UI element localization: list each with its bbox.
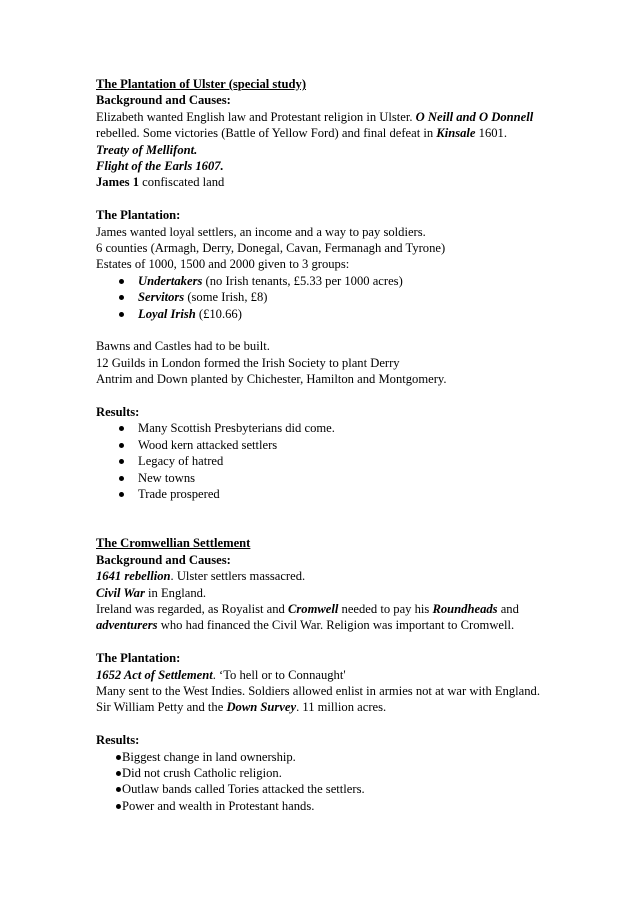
result-text: Wood kern attacked settlers bbox=[138, 437, 278, 452]
document-body bbox=[96, 76, 616, 814]
bullet-icon bbox=[119, 426, 124, 431]
ulster-title: The Plantation of Ulster (special study) bbox=[96, 77, 307, 91]
emph-civil-war: Civil War bbox=[96, 585, 145, 600]
group-name: Loyal Irish bbox=[138, 306, 196, 321]
group-detail: (some Irish, £8) bbox=[184, 290, 268, 305]
cromwell-results-heading: Results: bbox=[96, 733, 140, 748]
guilds-line: 12 Guilds in London formed the Irish Society to plant Derry bbox=[96, 355, 400, 370]
emph-down-survey: Down Survey bbox=[226, 700, 297, 715]
list-item bbox=[96, 306, 616, 322]
bullet-icon bbox=[119, 443, 124, 448]
flight-line: Flight of the Earls 1607. bbox=[96, 159, 224, 174]
list-item bbox=[96, 781, 616, 797]
rebellion-line bbox=[96, 568, 616, 584]
emph-cromwell: Cromwell bbox=[288, 601, 339, 616]
james-line bbox=[96, 174, 616, 190]
list-item bbox=[96, 453, 616, 469]
text-span: . 11 million acres. bbox=[296, 700, 387, 715]
cromwell-background-heading: Background and Causes: bbox=[96, 552, 231, 567]
west-indies-line: Many sent to the West Indies. Soldiers allowed enlist in armies not at war with England. bbox=[96, 683, 541, 698]
list-item bbox=[96, 470, 616, 486]
ulster-background-heading: Background and Causes: bbox=[96, 93, 231, 108]
ulster-plantation-line-3: Estates of 1000, 1500 and 2000 given to 3 groups: bbox=[96, 257, 350, 272]
list-item bbox=[96, 437, 616, 453]
list-item bbox=[96, 749, 616, 765]
result-text: Many Scottish Presbyterians did come. bbox=[138, 421, 335, 436]
text-span: and bbox=[497, 601, 519, 616]
group-name: Servitors bbox=[138, 290, 185, 305]
group-name: Undertakers bbox=[138, 273, 203, 288]
text-span: who had financed the Civil War. Religion was important to Cromwell. bbox=[157, 618, 515, 633]
bullet-icon bbox=[119, 312, 124, 317]
ulster-plantation-heading: The Plantation: bbox=[96, 208, 181, 223]
ireland-line bbox=[96, 601, 616, 617]
text-span: . Ulster settlers massacred. bbox=[170, 569, 306, 584]
ulster-background-line-1 bbox=[96, 109, 616, 125]
ulster-plantation-line-1: James wanted loyal settlers, an income and a way to pay soldiers. bbox=[96, 224, 426, 239]
emph-oneill-odonnell: O Neill and O Donnell bbox=[415, 109, 534, 124]
act-line bbox=[96, 667, 616, 683]
cromwell-plantation-heading: The Plantation: bbox=[96, 651, 181, 666]
list-item bbox=[96, 486, 616, 502]
ulster-results-list bbox=[96, 420, 616, 502]
result-text: Did not crush Catholic religion. bbox=[122, 765, 282, 780]
text-span: Ireland was regarded, as Royalist and bbox=[96, 601, 288, 616]
bullet-icon bbox=[119, 279, 124, 284]
emph-rebellion: 1641 rebellion bbox=[96, 569, 171, 584]
text-span: . ‘To hell or to Connaught' bbox=[212, 667, 346, 682]
list-item bbox=[96, 798, 616, 814]
ulster-plantation-line-2: 6 counties (Armagh, Derry, Donegal, Cavan, Fermanagh and Tyrone) bbox=[96, 241, 446, 256]
adventurers-line bbox=[96, 617, 616, 633]
result-text: New towns bbox=[138, 470, 196, 485]
emph-roundheads: Roundheads bbox=[432, 601, 498, 616]
cromwell-title: The Cromwellian Settlement bbox=[96, 536, 251, 551]
emph-james: James 1 bbox=[96, 175, 140, 190]
list-item bbox=[96, 420, 616, 436]
emph-act-of-settlement: 1652 Act of Settlement bbox=[96, 667, 213, 682]
bullet-icon bbox=[119, 492, 124, 497]
ulster-background-line-2 bbox=[96, 125, 616, 141]
text-span: confiscated land bbox=[139, 175, 225, 190]
bullet-icon bbox=[116, 787, 121, 792]
bullet-icon bbox=[116, 804, 121, 809]
result-text: Legacy of hatred bbox=[138, 454, 224, 469]
text-span: needed to pay his bbox=[338, 601, 433, 616]
list-item bbox=[96, 273, 616, 289]
treaty-line: Treaty of Mellifont. bbox=[96, 142, 198, 157]
result-text: Biggest change in land ownership. bbox=[122, 749, 296, 764]
text-span: in England. bbox=[144, 585, 207, 600]
group-detail: (£10.66) bbox=[195, 306, 242, 321]
bullet-icon bbox=[116, 771, 121, 776]
bawns-line: Bawns and Castles had to be built. bbox=[96, 339, 270, 354]
emph-kinsale: Kinsale bbox=[436, 126, 476, 141]
bullet-icon bbox=[119, 476, 124, 481]
group-detail: (no Irish tenants, £5.33 per 1000 acres) bbox=[202, 273, 403, 288]
list-item bbox=[96, 765, 616, 781]
bullet-icon bbox=[119, 459, 124, 464]
result-text: Power and wealth in Protestant hands. bbox=[122, 798, 315, 813]
antrim-line: Antrim and Down planted by Chichester, Hamilton and Montgomery. bbox=[96, 372, 447, 387]
emph-adventurers: adventurers bbox=[96, 618, 158, 633]
text-span: Elizabeth wanted English law and Protestant religion in Ulster. bbox=[96, 109, 416, 124]
list-item bbox=[96, 289, 616, 305]
ulster-results-heading: Results: bbox=[96, 405, 140, 420]
text-span: Sir William Petty and the bbox=[96, 700, 227, 715]
text-span: rebelled. Some victories (Battle of Yellow Ford) and final defeat in bbox=[96, 126, 437, 141]
text-span: 1601. bbox=[475, 126, 507, 141]
civil-war-line bbox=[96, 585, 616, 601]
groups-list bbox=[96, 273, 616, 322]
result-text: Outlaw bands called Tories attacked the settlers. bbox=[122, 782, 365, 797]
result-text: Trade prospered bbox=[138, 487, 220, 502]
cromwell-results-list bbox=[96, 749, 616, 815]
bullet-icon bbox=[119, 295, 124, 300]
petty-line bbox=[96, 699, 616, 715]
bullet-icon bbox=[116, 755, 121, 760]
